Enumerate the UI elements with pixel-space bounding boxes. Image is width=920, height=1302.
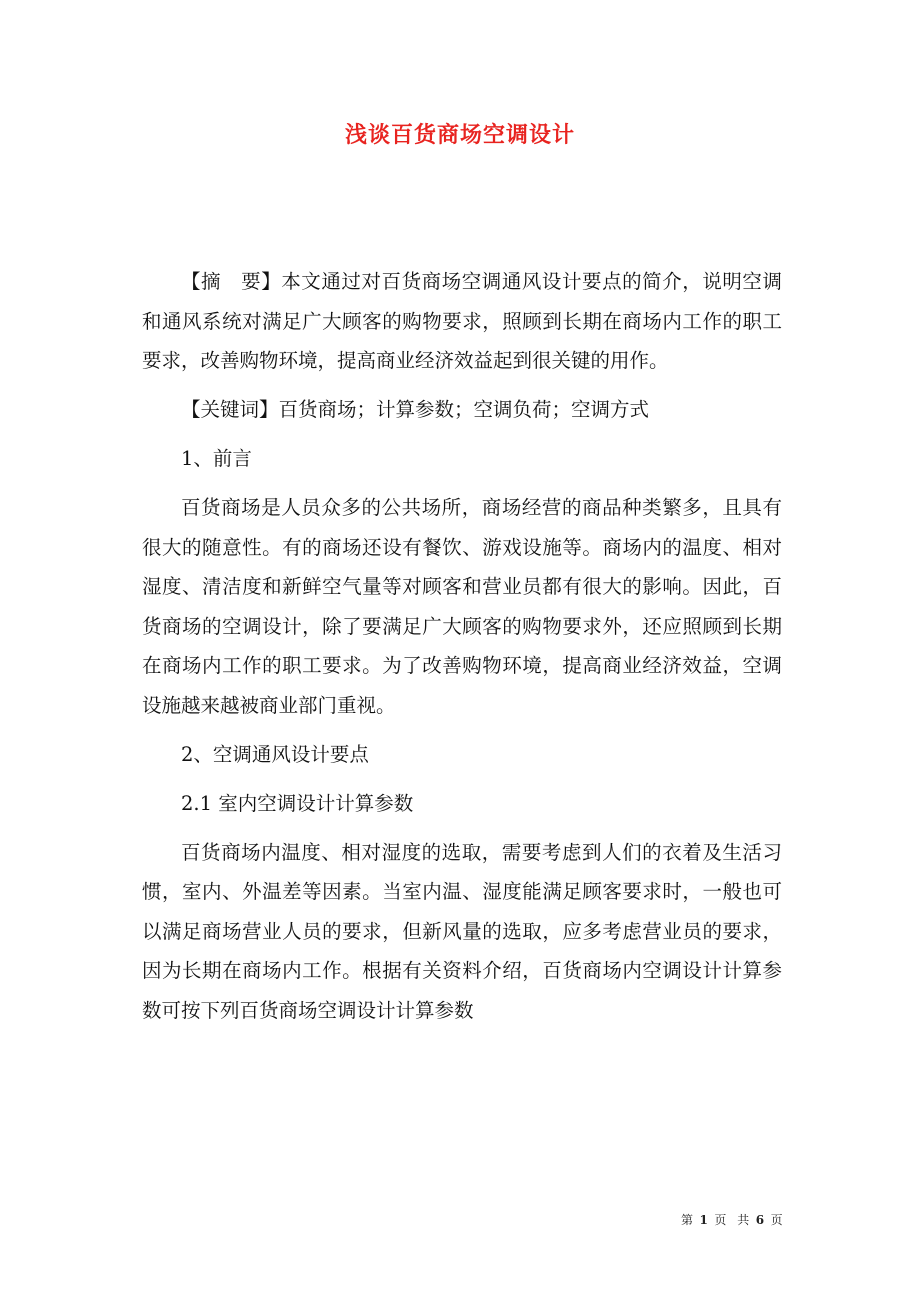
footer-total-pages: 6 <box>755 1213 765 1227</box>
intro-paragraph: 百货商场是人员众多的公共场所，商场经营的商品种类繁多，且具有很大的随意性。有的商场还设有餐饮、游戏设施等。商场内的温度、相对湿度、清洁度和新鲜空气量等对顾客和营业员都有很大的影响。因此，百货商场的空调设计，除了要满足广大顾客的购物要求外，还应照顾到长期在商场内工作的职工要求。为了改善购物环境，提高商业经济效益，空调设施越来越被商业部门重视。 <box>142 496 782 717</box>
abstract-paragraph: 【摘 要】本文通过对百货商场空调通风设计要点的简介，说明空调和通风系统对满足广大顾客的购物要求，照顾到长期在商场内工作的职工要求，改善购物环境，提高商业经济效益起到很关键的用作。 <box>142 270 782 372</box>
parameters-paragraph: 百货商场内温度、相对湿度的选取，需要考虑到人们的衣着及生活习惯，室内、外温差等因素。当室内温、湿度能满足顾客要求时，一般也可以满足商场营业人员的要求，但新风量的选取，应多考虑营业员的要求，因为长期在商场内工作。根据有关资料介绍，百货商场内空调设计计算参数可按下列百货商场空调设计计算参数 <box>142 840 782 1022</box>
document-body <box>142 262 782 1040</box>
keywords-paragraph: 【关键词】百货商场；计算参数；空调负荷；空调方式 <box>181 398 650 421</box>
footer-prefix: 第 <box>681 1213 694 1227</box>
section-heading-2: 2、空调通风设计要点 <box>181 742 369 766</box>
footer-current-page: 1 <box>699 1213 709 1227</box>
footer-page-unit: 页 <box>714 1213 727 1227</box>
subsection-heading-2-1: 2.1 室内空调设计计算参数 <box>181 791 414 815</box>
footer-total-unit: 页 <box>770 1213 784 1227</box>
footer-total-prefix: 共 <box>737 1213 750 1227</box>
document-title: 浅谈百货商场空调设计 <box>344 122 575 148</box>
page-number-footer <box>678 1211 786 1228</box>
section-heading-1: 1、前言 <box>181 447 252 470</box>
